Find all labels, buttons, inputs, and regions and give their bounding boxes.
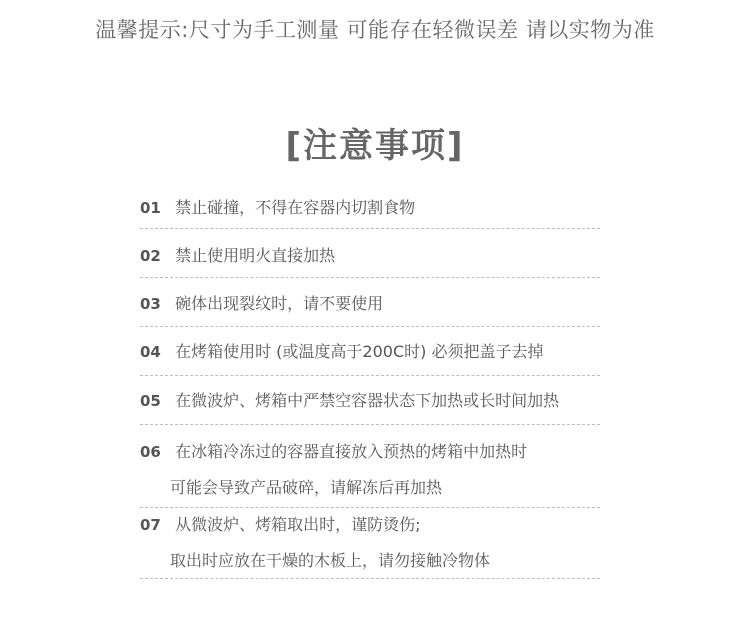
- list-item-07: [140, 513, 600, 573]
- item-number: 02: [140, 247, 161, 265]
- list-item-05: [140, 389, 600, 413]
- item-number: 03: [140, 295, 161, 313]
- item-line: [140, 389, 600, 413]
- list-item-03: [140, 292, 600, 316]
- item-line: [140, 292, 600, 316]
- dashed-divider: [140, 228, 600, 229]
- item-text: 在烤箱使用时 (或温度高于200C时) 必须把盖子去掉: [175, 342, 544, 361]
- section-heading: [注意事项]: [285, 126, 465, 166]
- item-line: [140, 340, 600, 364]
- item-text: 可能会导致产品破碎，请解冻后再加热: [170, 478, 443, 497]
- item-text: 取出时应放在干燥的木板上，请勿接触冷物体: [170, 551, 491, 570]
- item-continuation-line: [140, 549, 600, 573]
- item-line: [140, 196, 600, 220]
- item-number: 04: [140, 343, 161, 361]
- dashed-divider: [140, 277, 600, 278]
- item-text: 禁止碰撞，不得在容器内切割食物: [175, 198, 416, 217]
- item-number: 01: [140, 199, 161, 217]
- item-text: 从微波炉、烤箱取出时，谨防烫伤;: [175, 515, 421, 534]
- dashed-divider: [140, 375, 600, 376]
- item-number: 07: [140, 516, 161, 534]
- dashed-divider: [140, 578, 600, 579]
- item-text: 禁止使用明火直接加热: [175, 246, 336, 265]
- item-continuation-line: [140, 476, 600, 500]
- list-item-06: [140, 440, 600, 500]
- item-text: 碗体出现裂纹时，请不要使用: [175, 294, 384, 313]
- item-text: 在冰箱冷冻过的容器直接放入预热的烤箱中加热时: [175, 442, 528, 461]
- item-line: [140, 244, 600, 268]
- item-line: [140, 440, 600, 464]
- item-number: 05: [140, 392, 161, 410]
- item-line: [140, 513, 600, 537]
- dashed-divider: [140, 424, 600, 425]
- item-text: 在微波炉、烤箱中严禁空容器状态下加热或长时间加热: [175, 391, 560, 410]
- item-number: 06: [140, 443, 161, 461]
- list-item-04: [140, 340, 600, 364]
- list-item-02: [140, 244, 600, 268]
- list-item-01: [140, 196, 600, 220]
- notice-text: 温馨提示:尺寸为手工测量 可能存在轻微误差 请以实物为准: [95, 18, 655, 42]
- dashed-divider: [140, 507, 600, 508]
- dashed-divider: [140, 326, 600, 327]
